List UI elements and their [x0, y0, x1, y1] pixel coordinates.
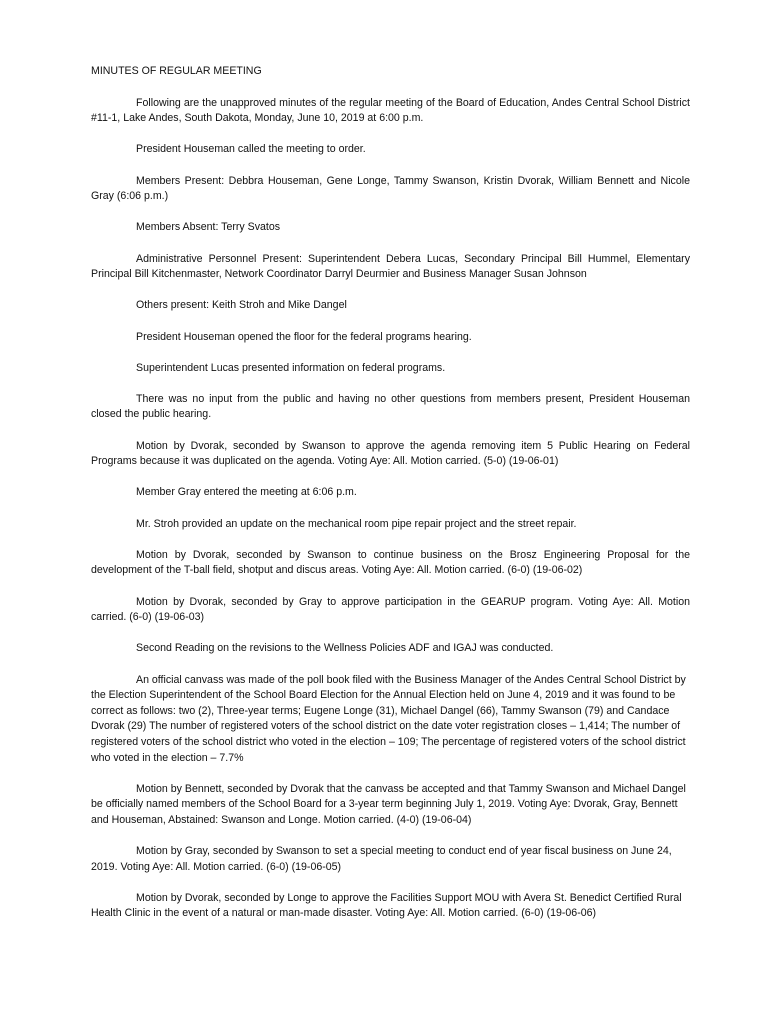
paragraph-motion-19-06-01: Motion by Dvorak, seconded by Swanson to approve the agenda removing item 5 Public Hearing on Federal Programs because it was duplicated on the agenda. Voting Aye: All. Motion carried. (5-0) (19-06-01) [91, 439, 690, 468]
paragraph-members-absent: Members Absent: Terry Svatos [136, 221, 281, 234]
paragraph-call-to-order: President Houseman called the meeting to order. [136, 143, 366, 156]
paragraph-official-canvass: An official canvass was made of the poll book filed with the Business Manager of the Andes Central School District by the Election Superintendent of the School Board Election for the Annual Election held on June 4, 2019 and it was found to be correct as follows: two (2), Three-year terms; Eugene Longe (31), Michael Dangel (66), Tammy Swanson (79) and Candace Dvorak (29) The number of registered voters of the school district on the date voter registration closes – 1,414; The number of registered voters of the school district who voted in the election – 109; The percentage of registered voters of the school district who voted in the election – 7.7% [91, 673, 686, 764]
document-page [91, 64, 690, 938]
paragraph-administrative-personnel: Administrative Personnel Present: Superintendent Debera Lucas, Secondary Principal Bill Hummel, Elementary Principal Bill Kitchenmaster, Network Coordinator Darryl Deurmier and Business Manager Susan Johnson [91, 252, 690, 281]
paragraph-federal-programs: Superintendent Lucas presented information on federal programs. [136, 361, 446, 374]
paragraph-others-present: Others present: Keith Stroh and Mike Dangel [136, 299, 347, 312]
paragraph-stroh-update: Mr. Stroh provided an update on the mechanical room pipe repair project and the street repair. [136, 517, 577, 530]
paragraph-member-gray-entered: Member Gray entered the meeting at 6:06 p.m. [136, 486, 357, 499]
paragraph-motion-19-06-06: Motion by Dvorak, seconded by Longe to approve the Facilities Support MOU with Avera St. Benedict Certified Rural Health Clinic in the event of a natural or man-made disaster. Voting Aye: All. Motion carried. (6-0) (19-06-06) [91, 891, 682, 920]
paragraph-hearing-closed: There was no input from the public and having no other questions from members present, President Houseman closed the public hearing. [91, 392, 690, 421]
paragraph-hearing-opened: President Houseman opened the floor for the federal programs hearing. [136, 330, 472, 343]
paragraph-motion-19-06-03: Motion by Dvorak, seconded by Gray to approve participation in the GEARUP program. Voting Aye: All. Motion carried. (6-0) (19-06-03) [91, 595, 690, 624]
paragraph-second-reading: Second Reading on the revisions to the Wellness Policies ADF and IGAJ was conducted. [136, 642, 554, 655]
document-title: MINUTES OF REGULAR MEETING [91, 65, 262, 77]
paragraph-intro: Following are the unapproved minutes of the regular meeting of the Board of Education, Andes Central School District #11-1, Lake Andes, South Dakota, Monday, June 10, 2019 at 6:00 p.m. [91, 96, 690, 125]
paragraph-motion-19-06-02: Motion by Dvorak, seconded by Swanson to continue business on the Brosz Engineering Proposal for the development of the T-ball field, shotput and discus areas. Voting Aye: All. Motion carried. (6-0) (19-06-02) [91, 548, 690, 577]
paragraph-members-present: Members Present: Debbra Houseman, Gene Longe, Tammy Swanson, Kristin Dvorak, William Bennett and Nicole Gray (6:06 p.m.) [91, 174, 690, 203]
paragraph-motion-19-06-04: Motion by Bennett, seconded by Dvorak that the canvass be accepted and that Tammy Swanson and Michael Dangel be officially named members of the School Board for a 3-year term beginning July 1, 2019. Voting Aye: Dvorak, Gray, Bennett and Houseman, Abstained: Swanson and Longe. Motion carried. (4-0) (19-06-04) [91, 782, 686, 826]
paragraph-motion-19-06-05: Motion by Gray, seconded by Swanson to set a special meeting to conduct end of year fiscal business on June 24, 2019. Voting Aye: All. Motion carried. (6-0) (19-06-05) [91, 845, 672, 873]
